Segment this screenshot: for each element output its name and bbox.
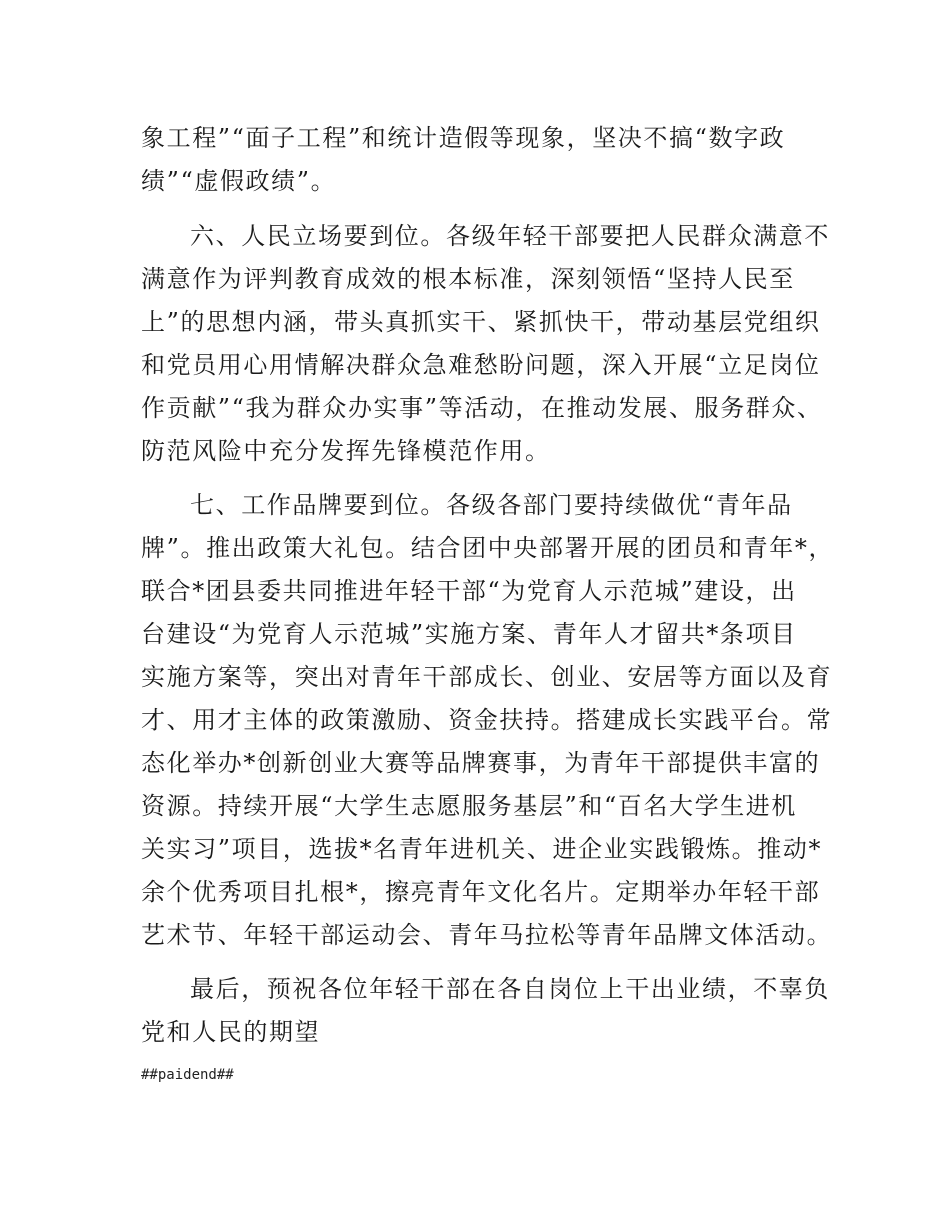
- paragraph-2-line-1: 六、人民立场要到位。各级年轻干部要把人民群众满意不: [190, 222, 830, 250]
- paragraph-4-line-1: 最后，预祝各位年轻干部在各自岗位上干出业绩，不辜负: [190, 975, 830, 1003]
- paragraph-3-line-3: 联合*团县委共同推进年轻干部“为党育人示范城”建设，出: [141, 577, 797, 605]
- paragraph-3-line-6: 才、用才主体的政策激励、资金扶持。搭建成长实践平台。常: [141, 706, 833, 734]
- paragraph-2-line-3: 上”的思想内涵，带头真抓实干、紧抓快干，带动基层党组织: [141, 308, 821, 336]
- paragraph-3-line-2: 牌”。推出政策大礼包。结合团中央部署开展的团员和青年*，: [141, 534, 835, 562]
- paragraph-3-line-1: 七、工作品牌要到位。各级各部门要持续做优“青年品: [190, 491, 793, 519]
- paragraph-2-line-5: 作贡献”“我为群众办实事”等活动，在推动发展、服务群众、: [141, 394, 823, 422]
- paragraph-3-line-8: 资源。持续开展“大学生志愿服务基层”和“百名大学生进机: [141, 792, 798, 820]
- paragraph-4-line-2: 党和人民的期望: [141, 1018, 321, 1046]
- paragraph-2-line-6: 防范风险中充分发挥先锋模范作用。: [141, 437, 551, 465]
- paragraph-1-line-2: 绩”“虚假政绩”。: [141, 167, 337, 195]
- paragraph-1-line-1: 象工程”“面子工程”和统计造假等现象，坚决不搞“数字政: [141, 124, 786, 152]
- paragraph-3-line-5: 实施方案等，突出对青年干部成长、创业、安居等方面以及育: [141, 663, 833, 691]
- paragraph-3-line-7: 态化举办*创新创业大赛等品牌赛事，为青年干部提供丰富的: [141, 749, 821, 777]
- paragraph-3-line-11: 艺术节、年轻干部运动会、青年马拉松等青年品牌文体活动。: [141, 921, 833, 949]
- paragraph-3-line-4: 台建设“为党育人示范城”实施方案、青年人才留共*条项目: [141, 620, 797, 648]
- end-marker: ##paidend##: [141, 1067, 234, 1083]
- paragraph-2-line-4: 和党员用心用情解决群众急难愁盼问题，深入开展“立足岗位: [141, 351, 821, 379]
- paragraph-2-line-2: 满意作为评判教育成效的根本标准，深刻领悟“坚持人民至: [141, 265, 795, 293]
- paragraph-3-line-10: 余个优秀项目扎根*，擦亮青年文化名片。定期举办年轻干部: [141, 878, 821, 906]
- paragraph-3-line-9: 关实习”项目，选拔*名青年进机关、进企业实践锻炼。推动*: [141, 835, 823, 863]
